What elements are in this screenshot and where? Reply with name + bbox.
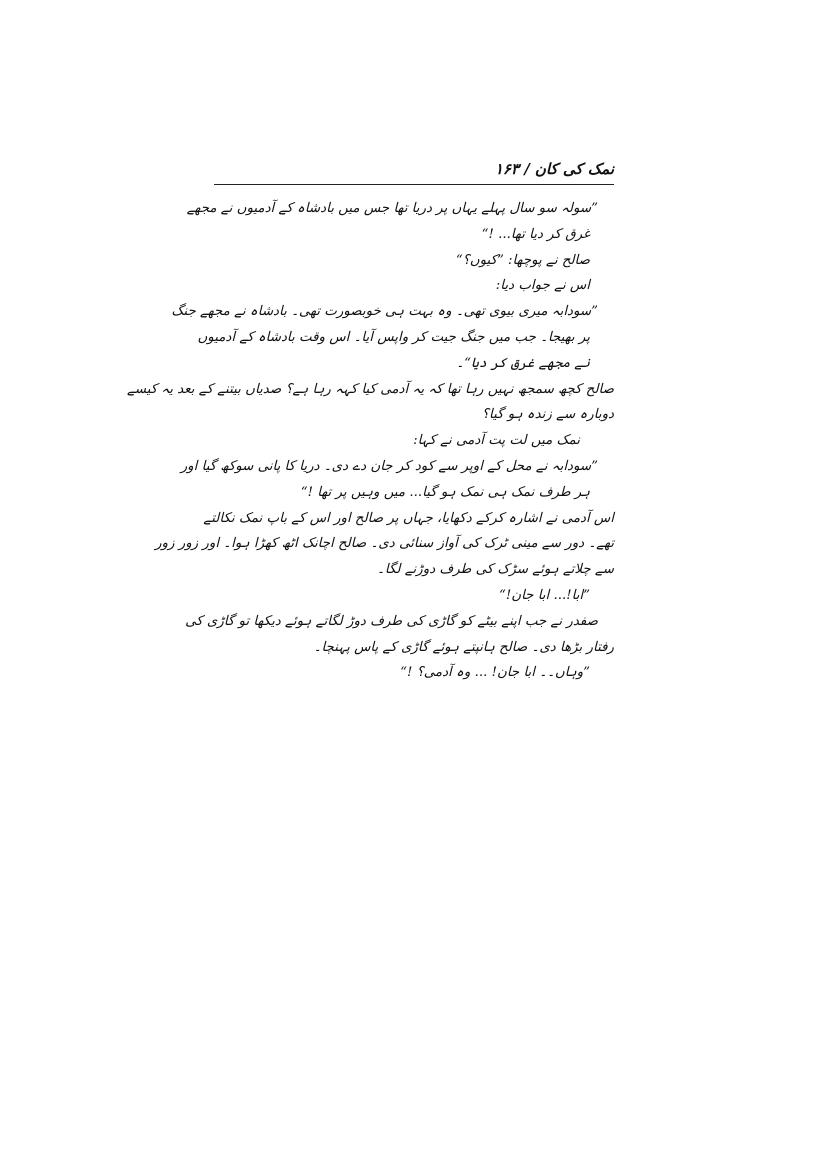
text-line: صالح نے پوچھا: ”کیوں؟“	[455, 252, 590, 268]
text-line: ”وہاں۔۔ ابا جان! ... وہ آدمی؟ !“	[400, 665, 590, 681]
text-line: سے چلاتے ہوئے سڑک کی طرف دوڑنے لگا۔	[377, 562, 614, 578]
text-line: ”سودابہ نے محل کے اوپر سے کود کر جان دے دی۔ دریا کا پانی سوکھ گیا اور	[180, 458, 598, 474]
page-header	[214, 160, 614, 185]
body-text	[126, 196, 614, 686]
text-line: پر بھیجا۔ جب میں جنگ جیت کر واپس آیا۔ اس وقت بادشاہ کے آدمیوں	[197, 329, 590, 345]
text-line: نے مجھے غرق کر دیا“۔	[456, 355, 590, 371]
text-line: ہر طرف نمک ہی نمک ہو گیا... میں وہیں پر تھا !“	[300, 484, 590, 500]
running-header-title: نمک کی کان / ۱۶۳	[494, 160, 614, 178]
text-line: تھے۔ دور سے مینی ٹرک کی آواز سنائی دی۔ صالح اچانک اٹھ کھڑا ہوا۔ اور زور زور	[155, 536, 614, 552]
text-line: ”ابا!... ابا جان!“	[499, 587, 590, 603]
text-line: رفتار بڑھا دی۔ صالح ہانپتے ہوئے گاڑی کے پاس پہنچا۔	[313, 639, 614, 655]
text-line: اس آدمی نے اشارہ کرکے دکھایا، جہاں پر صالح اور اس کے باپ نمک نکالتے	[203, 510, 614, 526]
text-line: ”سودابہ میری بیوی تھی۔ وہ بہت ہی خوبصورت تھی۔ بادشاہ نے مجھے جنگ	[171, 304, 598, 320]
text-line: صالح کچھ سمجھ نہیں رہا تھا کہ یہ آدمی کیا کہہ رہا ہے؟ صدیاں بیتنے کے بعد یہ کیسے	[126, 381, 614, 397]
text-line: نمک میں لت پت آدمی نے کہا:	[413, 433, 580, 449]
text-line: ”سولہ سو سال پہلے یہاں پر دریا تھا جس میں بادشاہ کے آدمیوں نے مجھے	[186, 201, 598, 216]
text-line: غرق کر دیا تھا... !“	[481, 226, 590, 242]
text-line: صفدر نے جب اپنے بیٹے کو گاڑی کی طرف دوڑ لگاتے ہوئے دیکھا تو گاڑی کی	[185, 613, 598, 629]
text-line: اس نے جواب دیا:	[495, 278, 590, 294]
text-line: دوبارہ سے زندہ ہو گیا؟	[481, 407, 614, 423]
